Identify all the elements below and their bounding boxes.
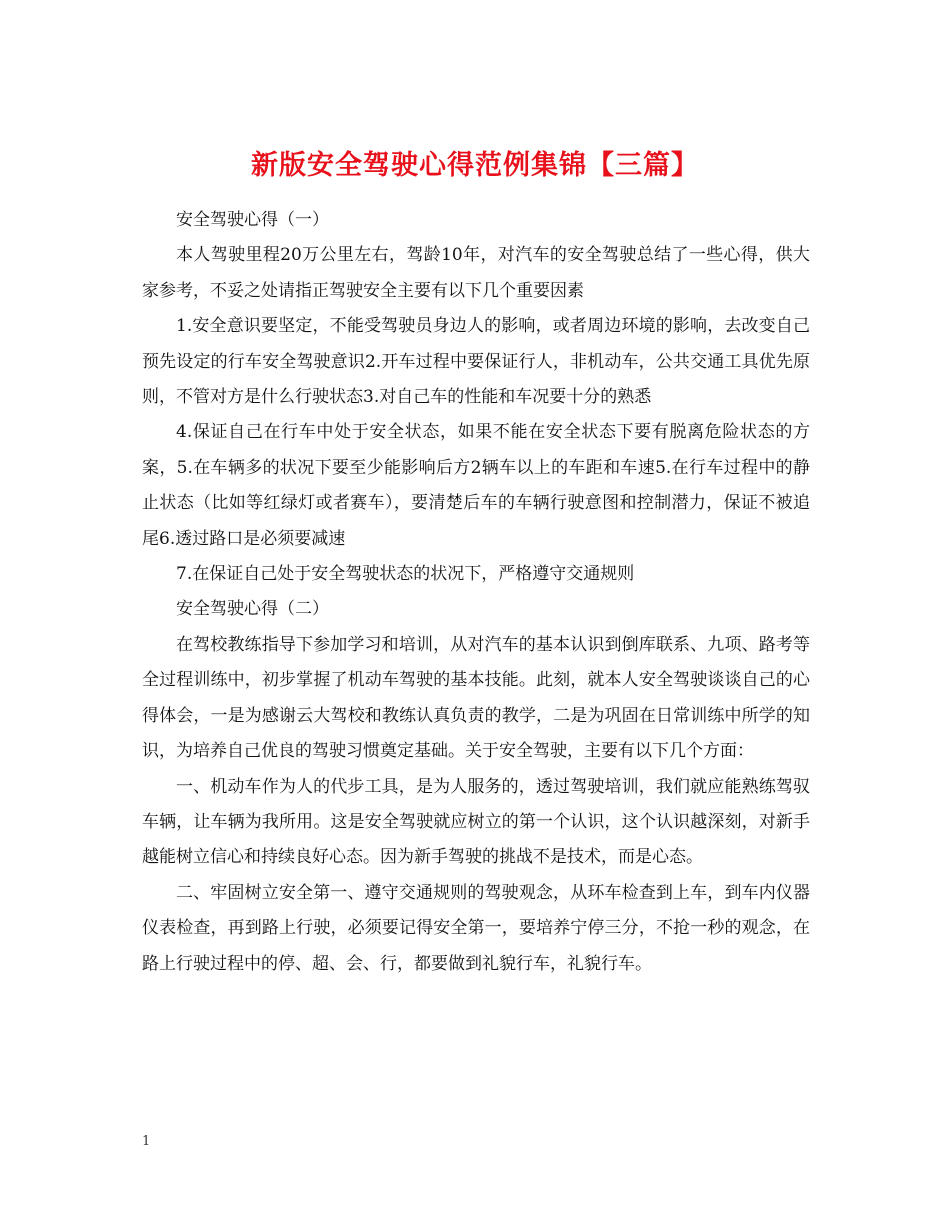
paragraph: 在驾校教练指导下参加学习和培训，从对汽车的基本认识到倒库联系、九项、路考等全过程训练中，初步掌握了机动车驾驶的基本技能。此刻，就本人安全驾驶谈谈自己的心得体会，一是为感谢云大驾校和教练认真负责的教学，二是为巩固在日常训练中所学的知识，为培养自己优良的驾驶习惯奠定基础。关于安全驾驶，主要有以下几个方面：: [142, 634, 810, 762]
paragraph: 一、机动车作为人的代步工具，是为人服务的，透过驾驶培训，我们就应能熟练驾驭车辆，让车辆为我所用。这是安全驾驶就应树立的第一个认识，这个认识越深刻，对新手越能树立信心和持续良好心态。因为新手驾驶的挑战不是技术，而是心态。: [142, 776, 810, 868]
section-heading-2: 安全驾驶心得（二）: [176, 599, 329, 620]
paragraph: 1.安全意识要坚定，不能受驾驶员身边人的影响，或者周边环境的影响，去改变自己预先设定的行车安全驾驶意识2.开车过程中要保证行人，非机动车，公共交通工具优先原则，不管对方是什么行驶状态3.对自己车的性能和车况要十分的熟悉: [142, 316, 810, 408]
document-title: 新版安全驾驶心得范例集锦【三篇】: [251, 150, 699, 182]
paragraph: 7.在保证自己处于安全驾驶状态的状况下，严格遵守交通规则: [176, 564, 635, 585]
document-body: [142, 203, 810, 982]
page-number: 1: [142, 1134, 151, 1149]
section-heading-1: 安全驾驶心得（一）: [176, 210, 329, 230]
paragraph: 二、牢固树立安全第一、遵守交通规则的驾驶观念，从环车检查到上车，到车内仪器仪表检查，再到路上行驶，必须要记得安全第一，要培养宁停三分，不抢一秒的观念，在路上行驶过程中的停、超、会、行，都要做到礼貌行车，礼貌行车。: [142, 882, 810, 974]
paragraph: 4.保证自己在行车中处于安全状态，如果不能在安全状态下要有脱离危险状态的方案，5.在车辆多的状况下要至少能影响后方2辆车以上的车距和车速5.在行车过程中的静止状态（比如等红绿灯或者赛车），要清楚后车的车辆行驶意图和控制潜力，保证不被追尾6.透过路口是必须要减速: [142, 422, 810, 549]
paragraph: 本人驾驶里程20万公里左右，驾龄10年，对汽车的安全驾驶总结了一些心得，供大家参考，不妥之处请指正驾驶安全主要有以下几个重要因素: [142, 245, 810, 301]
